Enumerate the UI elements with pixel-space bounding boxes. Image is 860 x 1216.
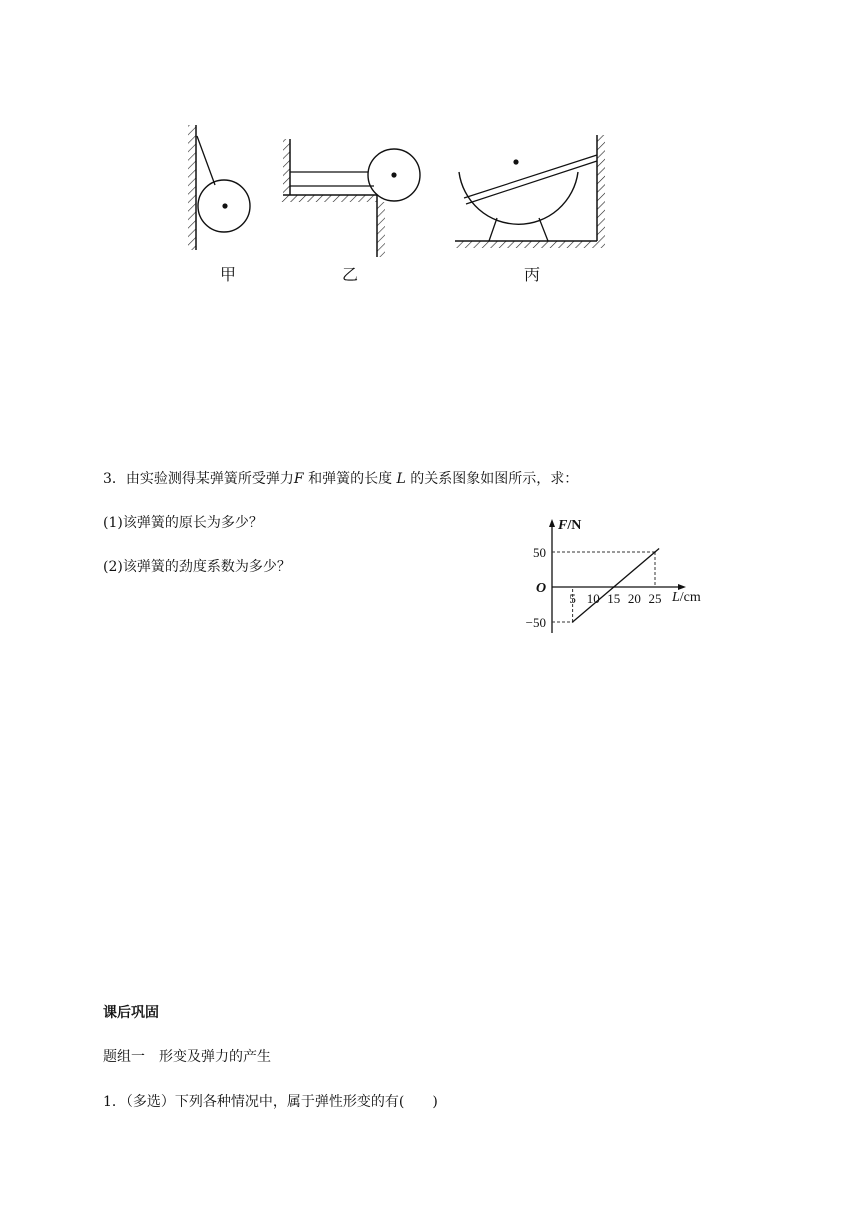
y-tick-label: 50 bbox=[533, 545, 546, 560]
question-3-stem-mid: 和弹簧的长度 bbox=[303, 471, 397, 487]
variable-F: F bbox=[293, 471, 304, 487]
physics-figure-apparatus bbox=[0, 0, 860, 300]
figure-bing-drawing bbox=[455, 135, 605, 248]
figure-label-bing: 丙 bbox=[524, 265, 541, 284]
question-3-stem-suffix: 的关系图象如图所示，求： bbox=[405, 471, 579, 487]
question-group-title: 题组一 形变及弹力的产生 bbox=[103, 1049, 271, 1065]
question-3-stem-prefix: 3．由实验测得某弹簧所受弹力 bbox=[103, 471, 294, 487]
question-3-sub-1: (1)该弹簧的原长为多少？ bbox=[103, 515, 263, 531]
question-1-stem: 1．（多选）下列各种情况中，属于弹性形变的有( ) bbox=[103, 1094, 438, 1110]
x-tick-label: 15 bbox=[607, 591, 621, 606]
series-line bbox=[573, 549, 660, 623]
x-tick-label: 10 bbox=[586, 591, 600, 606]
x-tick-label: 20 bbox=[627, 591, 641, 606]
data-point bbox=[572, 621, 574, 623]
x-tick-label: 5 bbox=[569, 591, 576, 606]
origin-label: O bbox=[536, 581, 547, 596]
section-title: 课后巩固 bbox=[103, 1005, 159, 1021]
data-point bbox=[613, 586, 615, 588]
data-point bbox=[654, 551, 656, 553]
y-axis-label: F/N bbox=[558, 518, 582, 533]
figure-yi-drawing bbox=[281, 139, 420, 257]
figure-label-jia: 甲 bbox=[220, 265, 237, 284]
figure-jia-drawing bbox=[188, 125, 250, 250]
x-axis-label: L/cm bbox=[672, 590, 701, 605]
variable-L: L bbox=[396, 471, 406, 487]
figure-label-yi: 乙 bbox=[342, 265, 359, 284]
x-tick-label: 25 bbox=[648, 591, 662, 606]
question-3-sub-2: (2)该弹簧的劲度系数为多少？ bbox=[103, 559, 291, 575]
y-tick-label: −50 bbox=[525, 615, 546, 630]
question-3-stem bbox=[103, 470, 578, 488]
spring-force-length-chart bbox=[500, 505, 740, 645]
y-axis-arrow bbox=[549, 519, 555, 527]
